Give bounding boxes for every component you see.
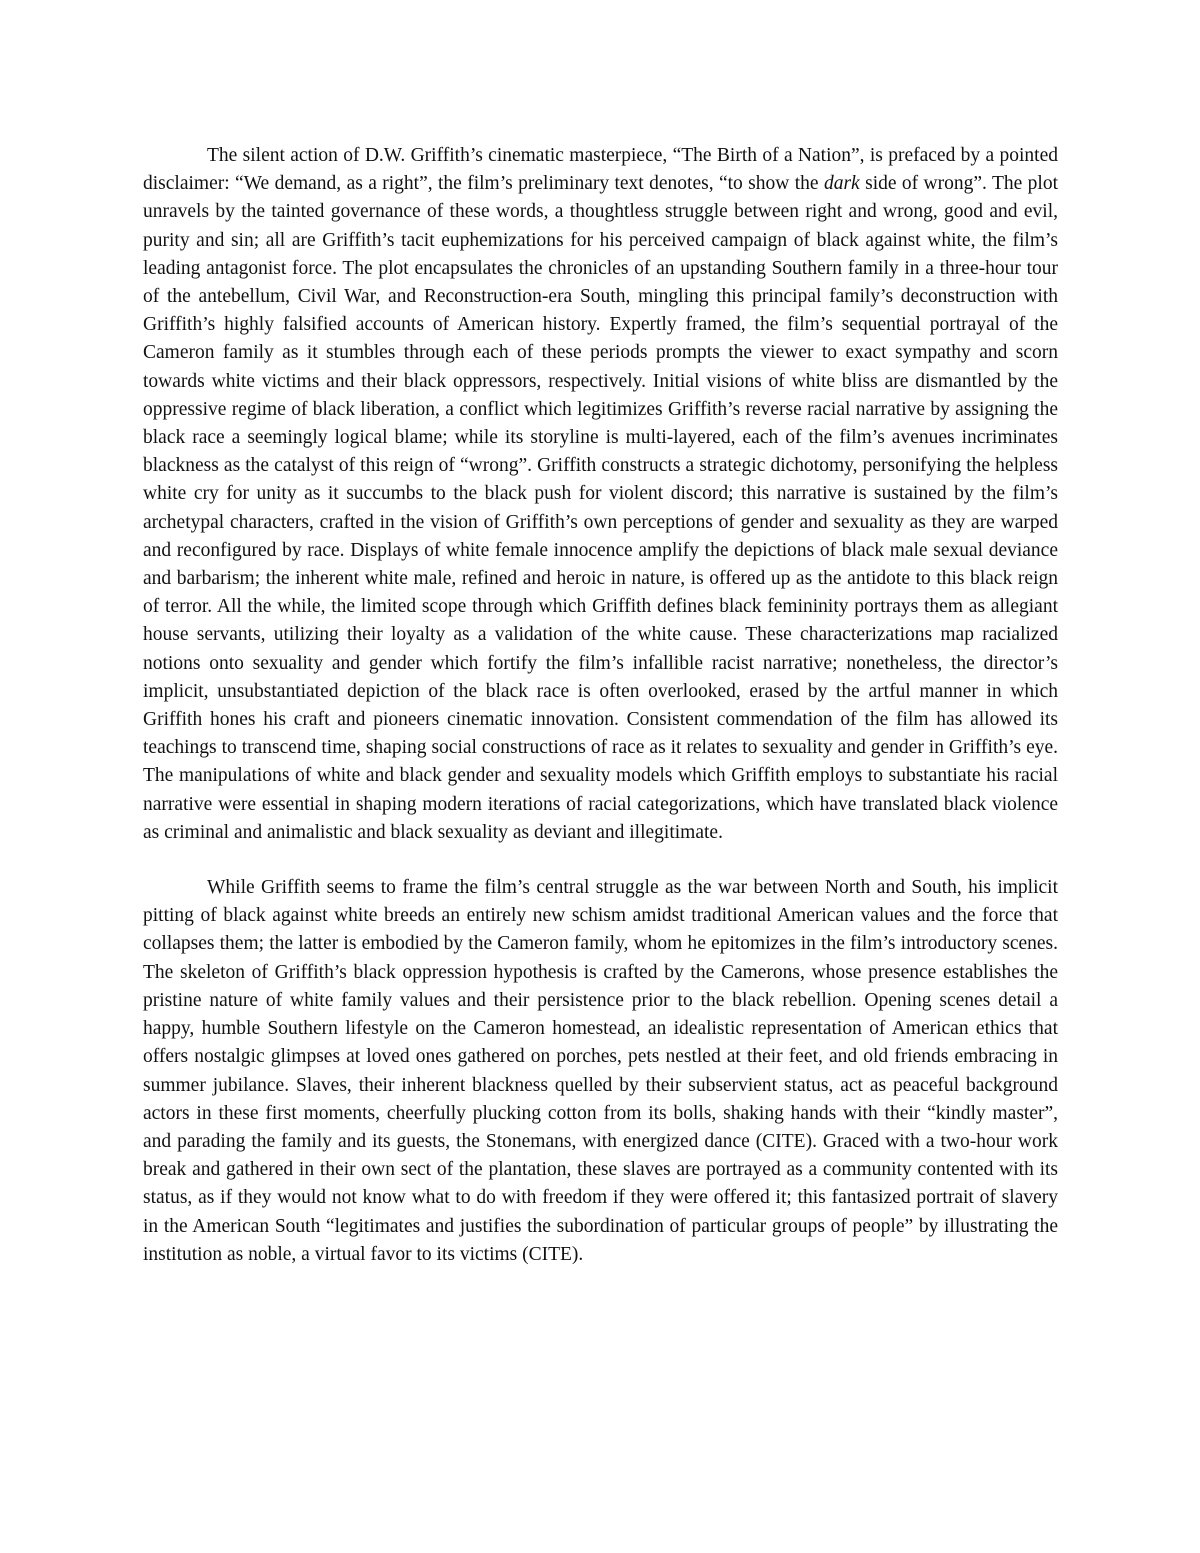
paragraph-1 [143,142,1058,847]
paragraph-1-text-rest: side of wrong”. The plot unravels by the tainted governance of these words, a thoughtless struggle between right and wrong, good and evil, purity and sin; all are Griffith’s tacit euphemizations for his perceived campaign of black against white, the film’s leading antagonist force. The plot encapsulates the chronicles of an upstanding Southern family in a three-hour tour of the antebellum, Civil War, and Reconstruction-era South, mingling this principal family’s deconstruction with Griffith’s highly falsified accounts of American history. Expertly framed, the film’s sequential portrayal of the Cameron family as it stumbles through each of these periods prompts the viewer to exact sympathy and scorn towards white victims and their black oppressors, respectively. Initial visions of white bliss are dismantled by the oppressive regime of black liberation, a conflict which legitimizes Griffith’s reverse racial narrative by assigning the black race a seemingly logical blame; while its storyline is multi-layered, each of the film’s avenues incriminates blackness as the catalyst of this reign of “wrong”. Griffith constructs a strategic dichotomy, personifying the helpless white cry for unity as it succumbs to the black push for violent discord; this narrative is sustained by the film’s archetypal characters, crafted in the vision of Griffith’s own perceptions of gender and sexuality as they are warped and reconfigured by race. Displays of white female innocence amplify the depictions of black male sexual deviance and barbarism; the inherent white male, refined and heroic in nature, is offered up as the antidote to this black reign of terror. All the while, the limited scope through which Griffith defines black femininity portrays them as allegiant house servants, utilizing their loyalty as a validation of the white cause. These characterizations map racialized notions onto sexuality and gender which fortify the film’s infallible racist narrative; nonetheless, the director’s implicit, unsubstantiated depiction of the black race is often overlooked, erased by the artful manner in which Griffith hones his craft and pioneers cinematic innovation. Consistent commendation of the film has allowed its teachings to transcend time, shaping social constructions of race as it relates to sexuality and gender in Griffith’s eye. The manipulations of white and black gender and sexuality models which Griffith employs to substantiate his racial narrative were essential in shaping modern iterations of racial categorizations, which have translated black violence as criminal and animalistic and black sexuality as deviant and illegitimate. [143,173,1058,843]
paragraph-1-text-start: The silent action of D.W. Griffith’s cinematic masterpiece, “The Birth of a Nation”, is prefaced by a pointed disclaimer: “We demand, as a right”, the film’s preliminary text denotes, “to show the [143,145,1058,195]
document-body [143,142,1058,1269]
emphasis-dark: dark [823,173,860,195]
paragraph-2 [143,874,1058,1269]
paragraph-2-text: While Griffith seems to frame the film’s central struggle as the war between North and South, his implicit pitting of black against white breeds an entirely new schism amidst traditional American values and the force that collapses them; the latter is embodied by the Cameron family, whom he epitomizes in the film’s introductory scenes. The skeleton of Griffith’s black oppression hypothesis is crafted by the Camerons, whose presence establishes the pristine nature of white family values and their persistence prior to the black rebellion. Opening scenes detail a happy, humble Southern lifestyle on the Cameron homestead, an idealistic representation of American ethics that offers nostalgic glimpses at loved ones gathered on porches, pets nestled at their feet, and old friends embracing in summer jubilance. Slaves, their inherent blackness quelled by their subservient status, act as peaceful background actors in these first moments, cheerfully plucking cotton from its bolls, shaking hands with their “kindly master”, and parading the family and its guests, the Stonemans, with energized dance (CITE). Graced with a two-hour work break and gathered in their own sect of the plantation, these slaves are portrayed as a community contented with its status, as if they would not know what to do with freedom if they were offered it; this fantasized portrait of slavery in the American South “legitimates and justifies the subordination of particular groups of people” by illustrating the institution as noble, a virtual favor to its victims (CITE). [143,877,1058,1265]
